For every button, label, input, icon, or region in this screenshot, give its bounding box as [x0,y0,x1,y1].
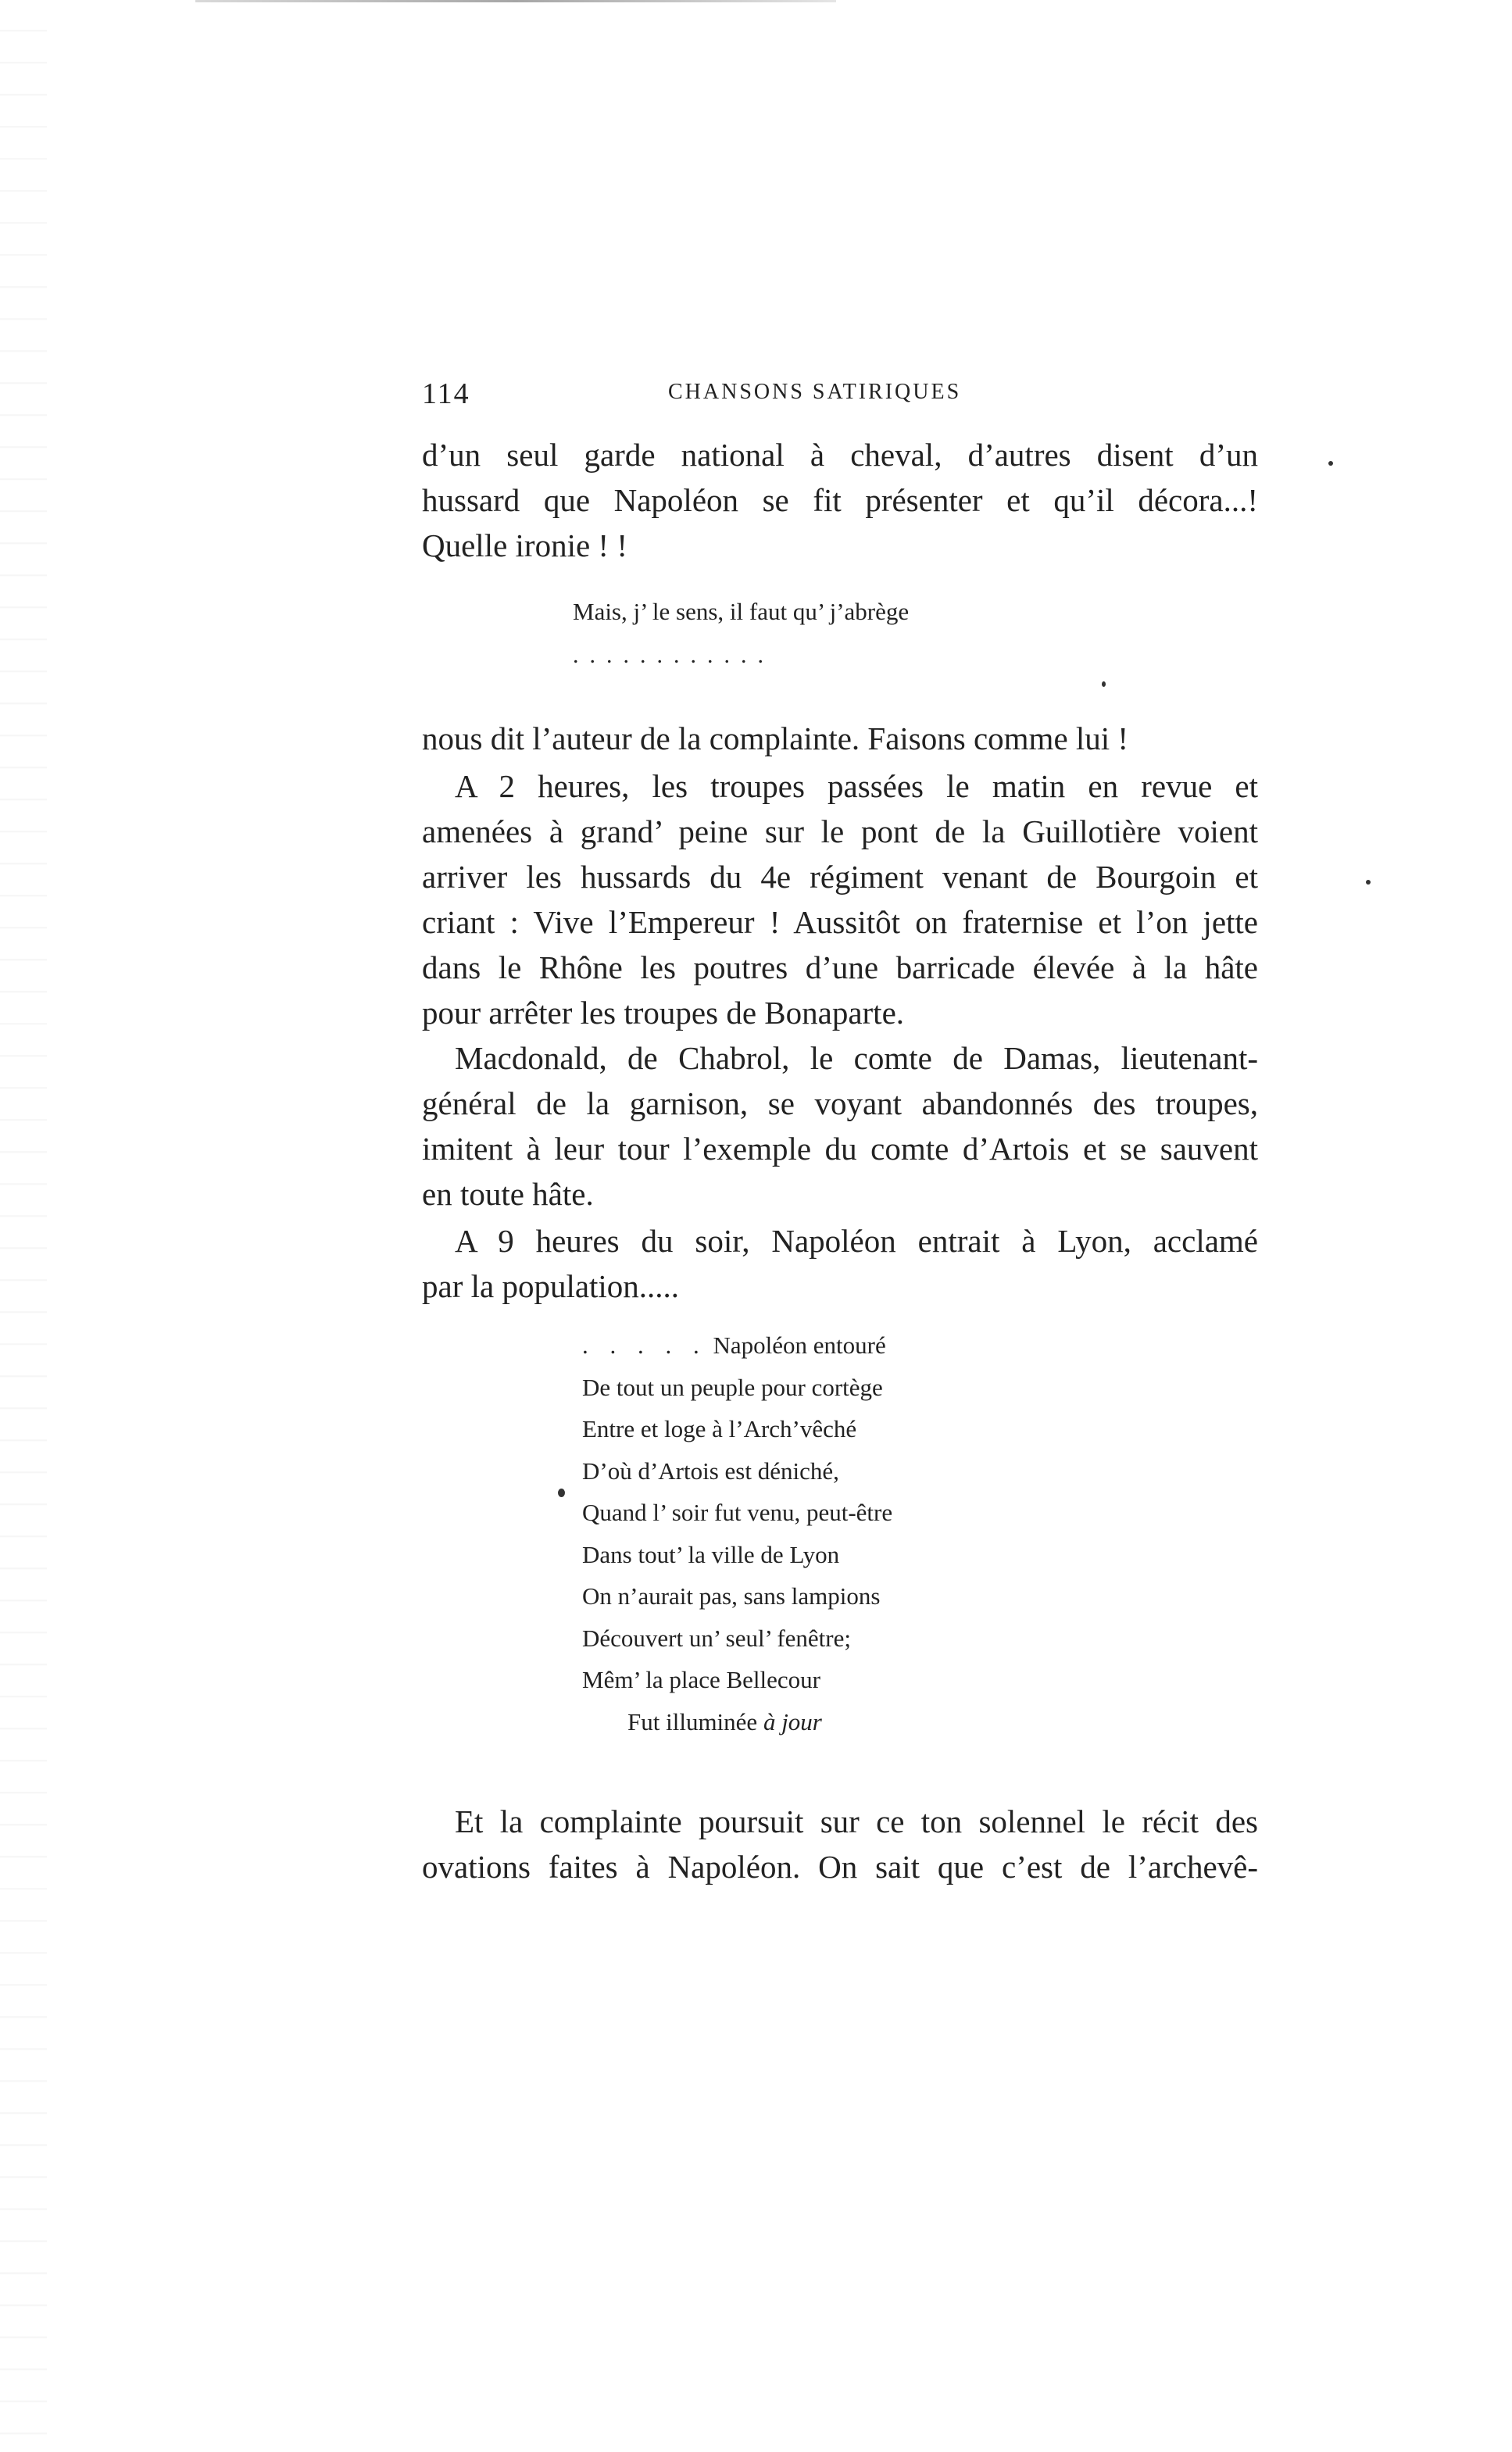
poem-leading-dots: . . . . . [582,1331,707,1359]
running-header [422,377,1258,408]
poem-line: Quand l’ soir fut venu, peut-être [582,1499,893,1526]
ink-speck [1366,880,1371,885]
paragraph-6 [422,1799,1258,1889]
text-line: A 2 heures, les troupes passées le matin en revue et [455,768,1258,804]
text-line: Quelle ironie ! ! [422,527,627,563]
text-line: par la population..... [422,1268,680,1304]
text-line: imitent à leur tour l’exemple du comte d’Artois et se sauvent [422,1131,1258,1167]
verse-ellipsis: ............ [573,642,774,668]
ink-speck [1328,461,1333,466]
text-line: criant : Vive l’Empereur ! Aussitôt on fraternise et l’on jette [422,904,1258,940]
text-line: Et la complainte poursuit sur ce ton solennel le récit des [455,1803,1258,1839]
text-line: général de la garnison, se voyant abandonnés des troupes, [422,1085,1258,1121]
paragraph-2 [422,716,1258,761]
text-line: amenées à grand’ peine sur le pont de la Guillotière voient [422,813,1258,849]
poem-italic-phrase: à jour [763,1707,822,1735]
text-line: d’un seul garde national à cheval, d’autres disent d’un [422,437,1258,473]
text-line: hussard que Napoléon se fit présenter et qu’il décora...! [422,482,1258,518]
paragraph-1 [422,432,1258,568]
paragraph-5 [422,1218,1258,1309]
scan-top-edge [195,0,836,2]
poem-line: Mêm’ la place Bellecour [582,1666,820,1693]
poem-line: Entre et loge à l’Arch’vêché [582,1415,857,1442]
text-line: dans le Rhône les poutres d’une barricade élevée à la hâte [422,949,1258,985]
poem-line: D’où d’Artois est déniché, [582,1457,839,1485]
poem-line: Dans tout’ la ville de Lyon [582,1540,840,1568]
scan-edge [0,0,47,2452]
paragraph-4 [422,1035,1258,1217]
page-number: 114 [422,377,470,410]
ink-speck [558,1489,565,1497]
text-line: en toute hâte. [422,1176,594,1212]
running-title: CHANSONS SATIRIQUES [668,380,962,404]
ink-speck [1102,681,1106,687]
text-line: arriver les hussards du 4e régiment venant de Bourgoin et [422,859,1258,895]
poem-last-line [582,1701,892,1743]
verse-quote: Mais, j’ le sens, il faut qu’ j’abrège [573,598,910,625]
text-line: pour arrêter les troupes de Bonaparte. [422,995,905,1031]
poem-excerpt [582,1324,892,1742]
paragraph-3 [422,763,1258,1035]
text-line: A 9 heures du soir, Napoléon entrait à Lyon, acclamé [455,1223,1258,1259]
poem-line-text: Napoléon entouré [713,1331,886,1359]
poem-line [582,1324,892,1367]
text-line: ovations faites à Napoléon. On sait que c’est de l’archevê- [422,1849,1258,1885]
poem-line: Découvert un’ seul’ fenêtre; [582,1624,851,1652]
text-line: Macdonald, de Chabrol, le comte de Damas, lieutenant- [455,1040,1258,1076]
poem-line: On n’aurait pas, sans lampions [582,1582,881,1610]
poem-line: De tout un peuple pour cortège [582,1373,883,1401]
text-line: nous dit l’auteur de la complainte. Faisons comme lui ! [422,720,1129,756]
poem-line-text: Fut illuminée [627,1707,758,1735]
